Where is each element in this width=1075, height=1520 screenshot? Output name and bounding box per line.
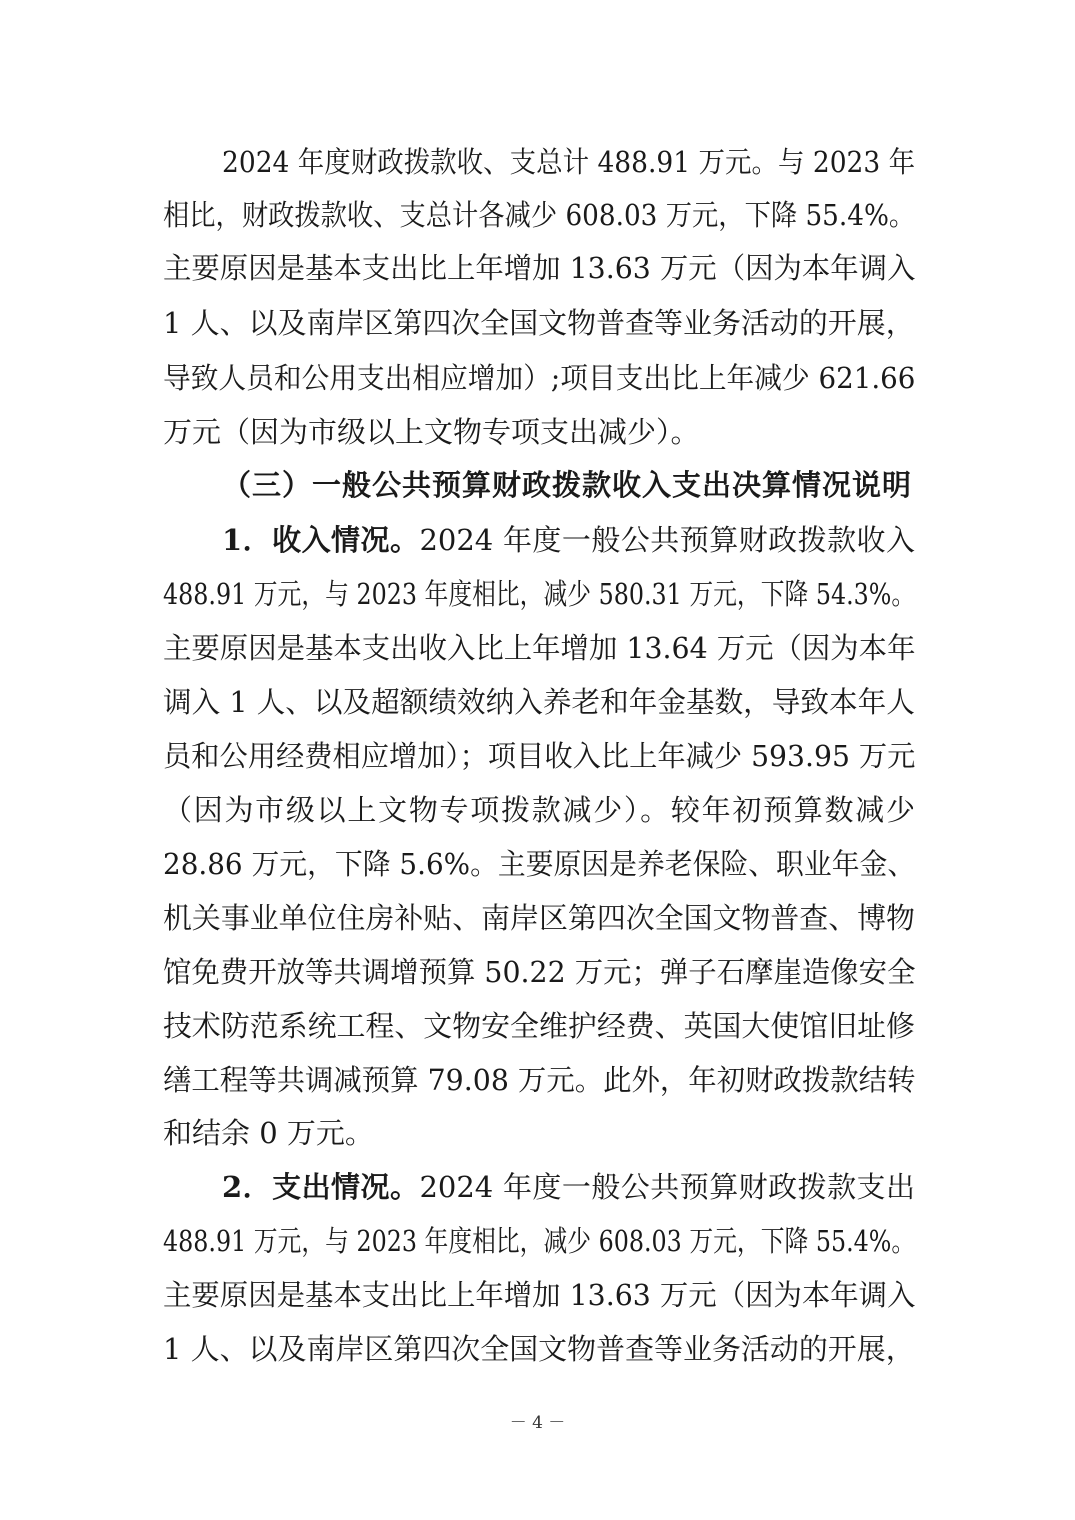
paragraph-line [222, 518, 915, 562]
paragraph-line: 缮工程等共调减预算 79.08 万元。此外，年初财政拨款结转 [163, 1063, 916, 1097]
paragraph-line: 488.91 万元，与 2023 年度相比，减少 580.31 万元，下降 54.3%。 [163, 577, 916, 611]
paragraph-line: 员和公用经费相应增加）；项目收入比上年减少 593.95 万元 [163, 739, 916, 773]
paragraph-line: 和结余 0 万元。 [163, 1116, 374, 1150]
paragraph-line: 28.86 万元，下降 5.6%。主要原因是养老保险、职业年金、 [163, 847, 916, 881]
paragraph-line: 1 人、以及南岸区第四次全国文物普查等业务活动的开展， [163, 306, 915, 340]
paragraph-line: 主要原因是基本支出收入比上年增加 13.64 万元（因为本年 [163, 631, 916, 665]
paragraph-line: 1 人、以及南岸区第四次全国文物普查等业务活动的开展， [163, 1332, 915, 1366]
paragraph-line: 主要原因是基本支出比上年增加 13.63 万元（因为本年调入 [163, 251, 916, 285]
paragraph-line: 导致人员和公用支出相应增加）;项目支出比上年减少 621.66 [163, 361, 916, 395]
paragraph-line: （因为市级以上文物专项拨款减少）。较年初预算数减少 [163, 793, 915, 827]
subsection-heading: 1．收入情况。 [222, 523, 420, 557]
paragraph-line: 机关事业单位住房补贴、南岸区第四次全国文物普查、博物 [163, 901, 915, 935]
page-number: － 4 － [509, 1413, 566, 1433]
paragraph-text: 2024 年度一般公共预算财政拨款支出 [419, 1170, 915, 1204]
subsection-heading: 2．支出情况。 [222, 1170, 420, 1204]
paragraph-text: 2024 年度一般公共预算财政拨款收入 [419, 523, 915, 557]
paragraph-line: 馆免费开放等共调增预算 50.22 万元；弹子石摩崖造像安全 [163, 955, 916, 989]
paragraph-line: 技术防范系统工程、文物安全维护经费、英国大使馆旧址修 [163, 1009, 915, 1043]
paragraph-line: 调入 1 人、以及超额绩效纳入养老和年金基数，导致本年人 [163, 685, 915, 719]
paragraph-line: 主要原因是基本支出比上年增加 13.63 万元（因为本年调入 [163, 1278, 916, 1312]
paragraph-line: 万元（因为市级以上文物专项支出减少）。 [163, 415, 700, 449]
section-heading: （三）一般公共预算财政拨款收入支出决算情况说明 [222, 468, 913, 502]
paragraph-line: 488.91 万元，与 2023 年度相比，减少 608.03 万元，下降 55.4%。 [163, 1224, 916, 1258]
paragraph-line: 2024 年度财政拨款收、支总计 488.91 万元。与 2023 年 [222, 145, 916, 179]
paragraph-line: 相比，财政拨款收、支总计各减少 608.03 万元，下降 55.4%。 [163, 198, 916, 232]
paragraph-line [222, 1165, 915, 1209]
